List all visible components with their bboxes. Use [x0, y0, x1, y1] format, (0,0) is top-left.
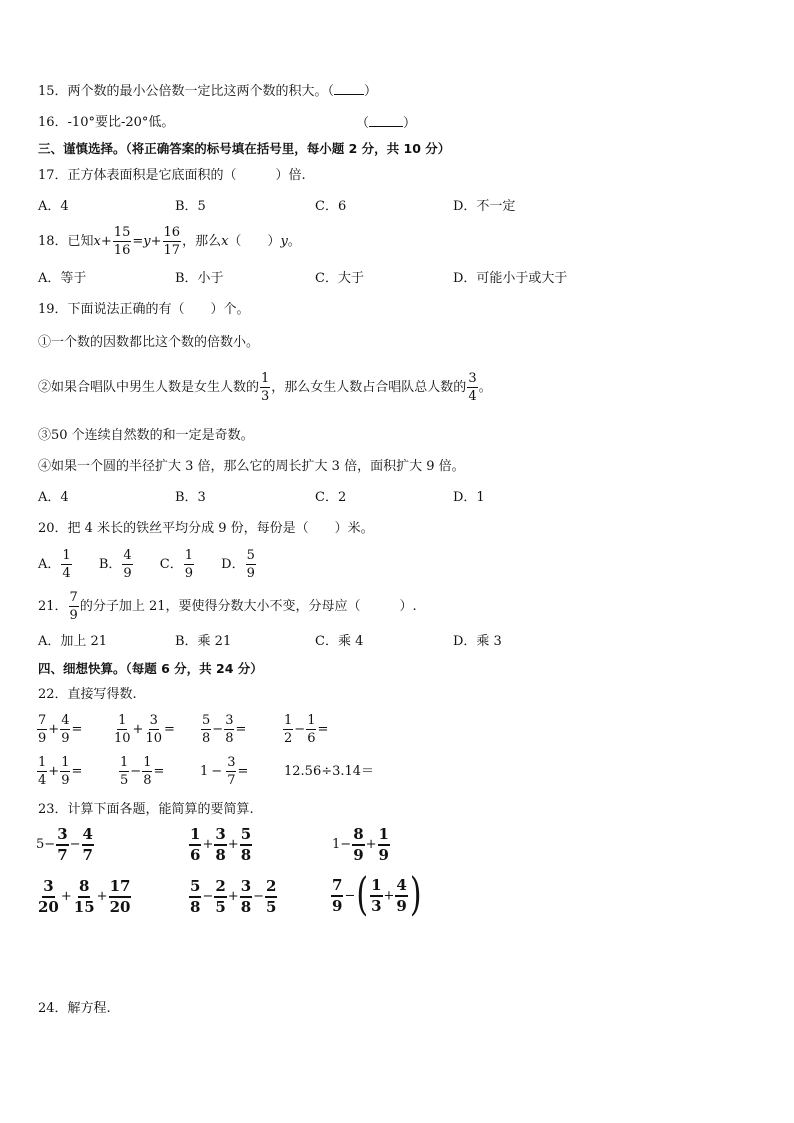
q19-statement-2: ②如果合唱队中男生人数是女生人数的 $\frac{1}{3}$ ，那么女生人数占合唱队总人数的 $\frac{3}{4}$ 。 — [38, 371, 492, 404]
q22-expr-4: $\frac{1}{2}$ − $\frac{1}{6}$ = — [284, 713, 329, 746]
q18-option-c[interactable]: C．大于 — [315, 271, 364, 286]
question-17: 17．正方体表面积是它底面积的（ ）倍. — [38, 168, 306, 183]
q22-expr-2: $\frac{1}{10}$ + $\frac{3}{10}$ = — [114, 713, 175, 746]
q17-option-c[interactable]: C．6 — [315, 199, 347, 214]
q22-expr-6: $\frac{1}{5}$ − $\frac{1}{8}$ = — [120, 755, 165, 788]
q17-option-b[interactable]: B．5 — [175, 199, 206, 214]
question-24: 24．解方程. — [38, 1001, 111, 1016]
q22-expr-3: $\frac{5}{8}$ − $\frac{3}{8}$ = — [202, 713, 247, 746]
fraction: $\frac{16}{17}$ — [163, 225, 181, 258]
q21-option-d[interactable]: D．乘 3 — [453, 634, 502, 649]
answer-blank[interactable] — [334, 82, 364, 95]
q18-option-b[interactable]: B．小于 — [175, 271, 224, 286]
q22-expr-7: 1 − $\frac{3}{7}$ = — [200, 755, 249, 788]
fraction: $\frac{3}{4}$ — [468, 371, 477, 404]
fraction: $\frac{15}{16}$ — [113, 225, 131, 258]
q17-option-d[interactable]: D．不一定 — [453, 199, 516, 214]
q22-expr-5: $\frac{1}{4}$ + $\frac{1}{9}$ = — [38, 755, 83, 788]
q20-option-b[interactable]: B． $\frac{4}{9}$ — [98, 548, 132, 581]
q17-option-a[interactable]: A．4 — [38, 199, 69, 214]
q23-calc-2: $\frac{1}{6}$ + $\frac{3}{8}$ + $\frac{5}{8}$ — [190, 824, 252, 864]
q23-calc-5: $\frac{5}{8}$ − $\frac{2}{5}$ + $\frac{3}{8}$ − $\frac{2}{5}$ — [190, 876, 277, 916]
q22-expr-8: 12.56÷3.14＝ — [284, 764, 375, 779]
q23-calc-6: $\frac{7}{9}$ −( $\frac{1}{3}$ + $\frac{4}{9}$ ) — [332, 869, 422, 922]
q18-option-d[interactable]: D．可能小于或大于 — [453, 271, 568, 286]
q18-option-a[interactable]: A．等于 — [38, 271, 87, 286]
q23-calc-4: $\frac{3}{20}$ + $\frac{8}{15}$ + $\frac{17}{20}$ — [38, 876, 131, 916]
q19-option-c[interactable]: C．2 — [315, 490, 347, 505]
question-22: 22．直接写得数. — [38, 687, 137, 702]
q23-calc-3: 1− $\frac{8}{9}$ + $\frac{1}{9}$ — [332, 824, 389, 864]
q21-option-b[interactable]: B．乘 21 — [175, 634, 232, 649]
q21-option-a[interactable]: A．加上 21 — [38, 634, 108, 649]
q19-statement-4: ④如果一个圆的半径扩大 3 倍，那么它的周长扩大 3 倍，面积扩大 9 倍。 — [38, 459, 465, 474]
q22-expr-1: $\frac{7}{9}$ + $\frac{4}{9}$ = — [38, 713, 83, 746]
question-23: 23．计算下面各题，能简算的要简算. — [38, 802, 254, 817]
section-3-heading: 三、谨慎选择。（将正确答案的标号填在括号里，每小题 2 分，共 10 分） — [38, 141, 451, 156]
question-18: 18．已知x+ $\frac{15}{16}$ =y+ $\frac{16}{17}$ ，那么x（ ）y。 — [38, 225, 301, 258]
q19-statement-1: ①一个数的因数都比这个数的倍数小。 — [38, 335, 260, 350]
answer-blank[interactable] — [369, 114, 403, 127]
q20-options — [38, 547, 257, 583]
question-20: 20．把 4 米长的铁丝平均分成 9 份，每份是（ ）米。 — [38, 521, 374, 536]
q19-option-b[interactable]: B．3 — [175, 490, 206, 505]
q19-option-a[interactable]: A．4 — [38, 490, 69, 505]
question-16: 16．-10°要比-20°低。 — [38, 115, 175, 130]
fraction: $\frac{1}{3}$ — [261, 371, 270, 404]
q20-option-d[interactable]: D． $\frac{5}{9}$ — [221, 548, 255, 581]
question-15: 15．两个数的最小公倍数一定比这两个数的积大。（ ） — [38, 84, 378, 99]
q20-option-c[interactable]: C． $\frac{1}{9}$ — [159, 548, 194, 581]
q19-option-d[interactable]: D．1 — [453, 490, 485, 505]
section-4-heading: 四、细想快算。（每题 6 分，共 24 分） — [38, 661, 263, 676]
question-21: 21． $\frac{7}{9}$ 的分子加上 21，要使得分数大小不变，分母应（ ）. — [38, 590, 417, 623]
q19-statement-3: ③50 个连续自然数的和一定是奇数。 — [38, 428, 254, 443]
q23-calc-1: 5− $\frac{3}{7}$ − $\frac{4}{7}$ — [36, 824, 93, 864]
q20-option-a[interactable]: A． $\frac{1}{4}$ — [38, 548, 71, 581]
fraction: $\frac{7}{9}$ — [69, 590, 78, 623]
question-16-answer: （ ） — [356, 116, 417, 131]
q21-option-c[interactable]: C．乘 4 — [315, 634, 364, 649]
question-19: 19．下面说法正确的有（ ）个。 — [38, 302, 250, 317]
